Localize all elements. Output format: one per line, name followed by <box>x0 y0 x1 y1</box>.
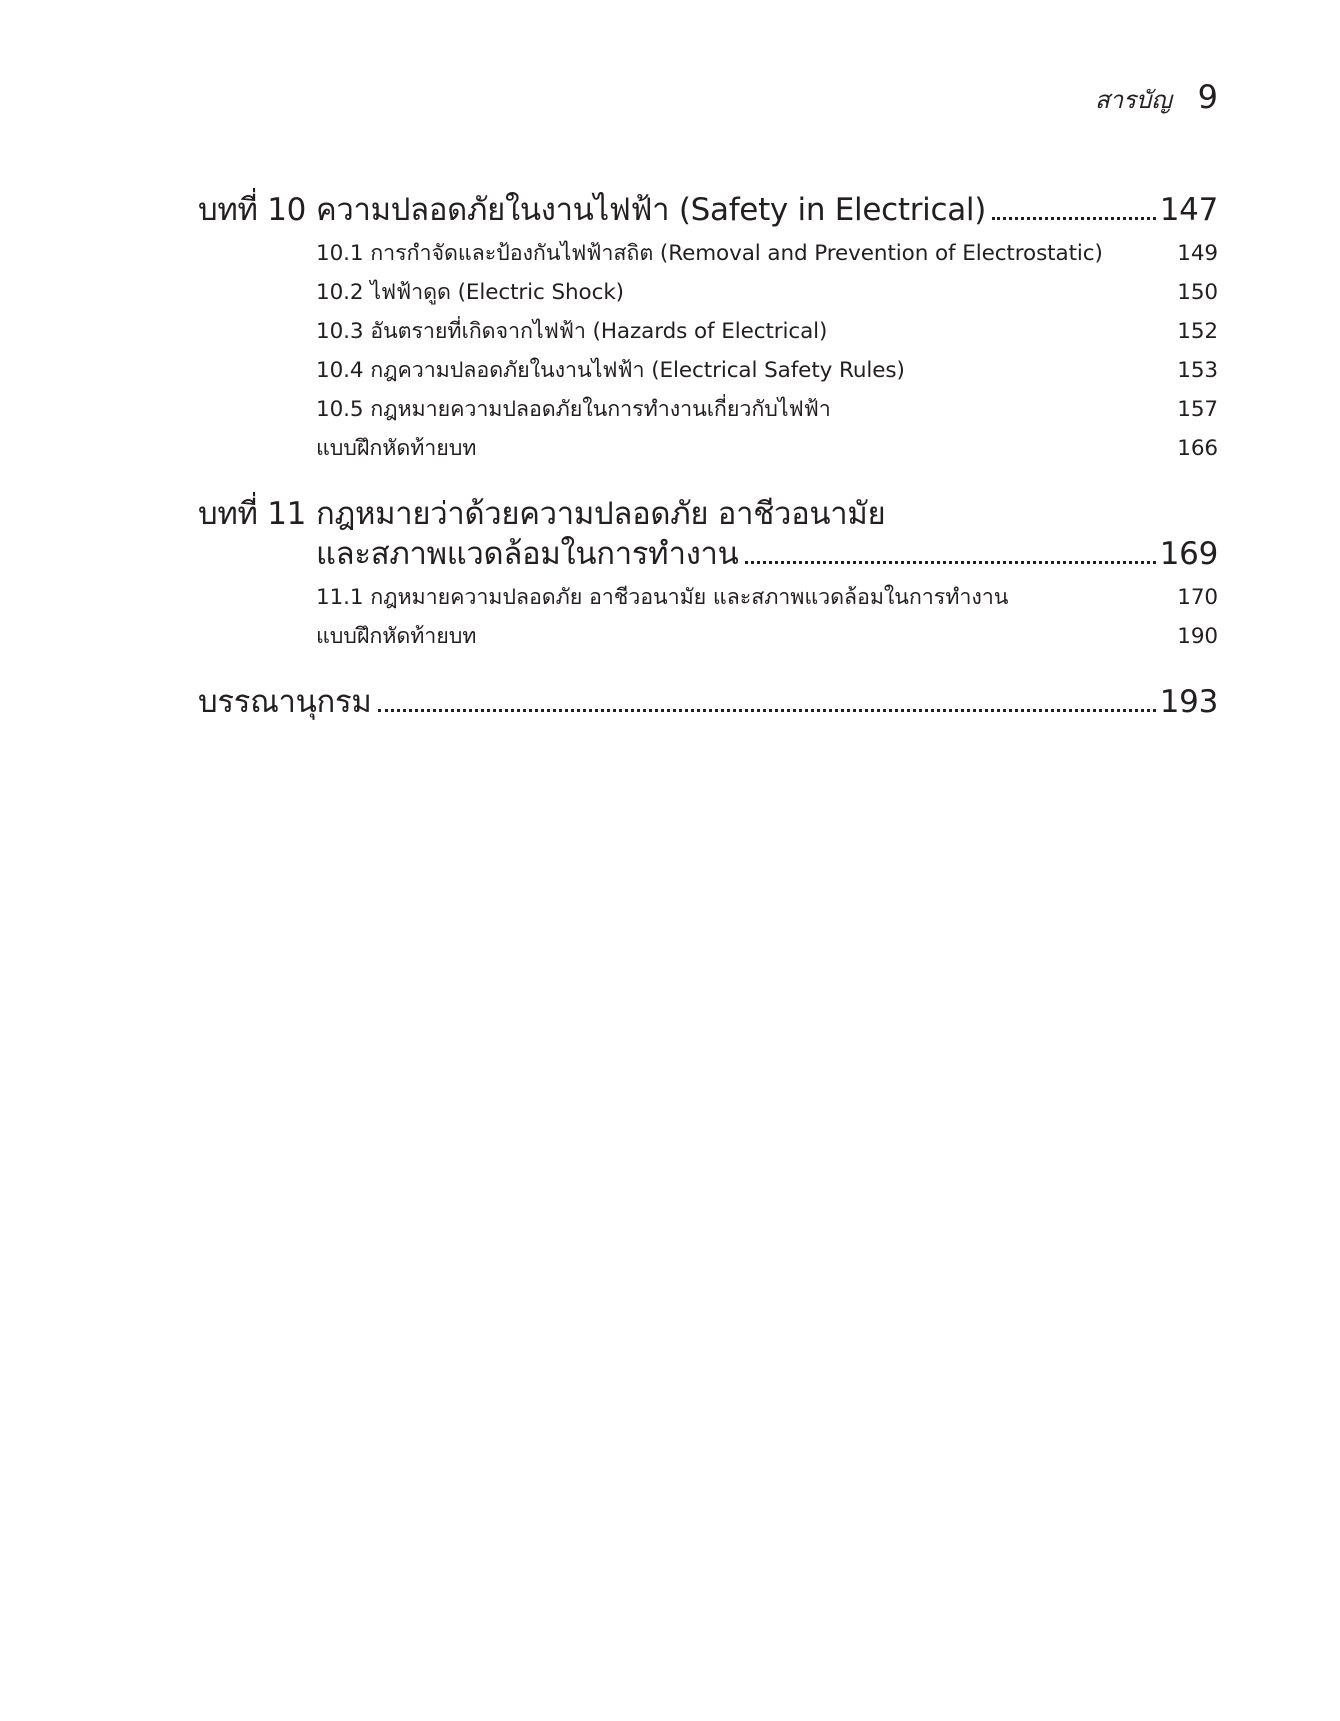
dot-leader <box>745 561 1156 564</box>
chapter-10-entries <box>198 234 1218 468</box>
toc-entry[interactable] <box>198 234 1218 273</box>
chapter-page: 147 <box>1159 192 1218 228</box>
toc-entry-page: 190 <box>1177 624 1218 649</box>
running-header <box>1095 78 1218 119</box>
chapter-11-heading[interactable] <box>198 494 1218 534</box>
chapter-title-line-2: และสภาพแวดล้อมในการทำงาน <box>316 536 739 572</box>
toc-entry-text: 10.5 กฎหมายความปลอดภัยในการทำงานเกี่ยวกับไฟฟ้า <box>316 397 831 422</box>
toc-entry-text: 10.2 ไฟฟ้าดูด (Electric Shock) <box>316 280 624 305</box>
spacer <box>198 468 1218 494</box>
dot-leader <box>378 709 1156 712</box>
toc-entry-page: 157 <box>1177 397 1218 422</box>
toc-entry-page: 150 <box>1177 280 1218 305</box>
dot-leader <box>992 217 1156 220</box>
bibliography-page: 193 <box>1159 684 1218 720</box>
toc-entry-page: 170 <box>1177 585 1218 610</box>
toc-entry-page: 152 <box>1177 319 1218 344</box>
toc-entry-page: 149 <box>1177 241 1218 266</box>
toc-entry[interactable] <box>198 390 1218 429</box>
chapter-11-heading-continued[interactable] <box>198 534 1218 574</box>
bibliography-label: บรรณานุกรม <box>198 684 372 720</box>
chapter-11-entries <box>198 578 1218 656</box>
toc-entry-page: 166 <box>1177 436 1218 461</box>
toc-entry[interactable] <box>198 273 1218 312</box>
chapter-page: 169 <box>1159 536 1218 572</box>
toc-entry-text: 10.1 การกำจัดและป้องกันไฟฟ้าสถิต (Removal and Prevention of Electrostatic) <box>316 241 1103 266</box>
toc-entry[interactable] <box>198 578 1218 617</box>
toc-entry-text: 11.1 กฎหมายความปลอดภัย อาชีวอนามัย และสภาพแวดล้อมในการทำงาน <box>316 585 1009 610</box>
toc-entry[interactable] <box>198 351 1218 390</box>
chapter-10-heading[interactable] <box>198 190 1218 230</box>
running-header-section: สารบัญ <box>1094 86 1172 114</box>
toc-entry[interactable] <box>198 312 1218 351</box>
toc-entry-text: แบบฝึกหัดท้ายบท <box>316 436 477 461</box>
toc-entry-text: 10.4 กฎความปลอดภัยในงานไฟฟ้า (Electrical Safety Rules) <box>316 358 905 383</box>
bibliography-entry[interactable] <box>198 682 1218 722</box>
toc-entry-page: 153 <box>1177 358 1218 383</box>
chapter-title: ความปลอดภัยในงานไฟฟ้า (Safety in Electrical) <box>316 192 987 228</box>
spacer <box>198 656 1218 682</box>
table-of-contents <box>198 190 1218 722</box>
chapter-title: กฎหมายว่าด้วยความปลอดภัย อาชีวอนามัย <box>316 496 886 532</box>
toc-entry-text: แบบฝึกหัดท้ายบท <box>316 624 477 649</box>
toc-entry-text: 10.3 อันตรายที่เกิดจากไฟฟ้า (Hazards of Electrical) <box>316 319 828 344</box>
chapter-number: บทที่ 10 <box>198 192 307 228</box>
toc-entry[interactable] <box>198 617 1218 656</box>
page-number: 9 <box>1197 78 1218 116</box>
toc-entry[interactable] <box>198 429 1218 468</box>
chapter-number: บทที่ 11 <box>198 496 307 532</box>
